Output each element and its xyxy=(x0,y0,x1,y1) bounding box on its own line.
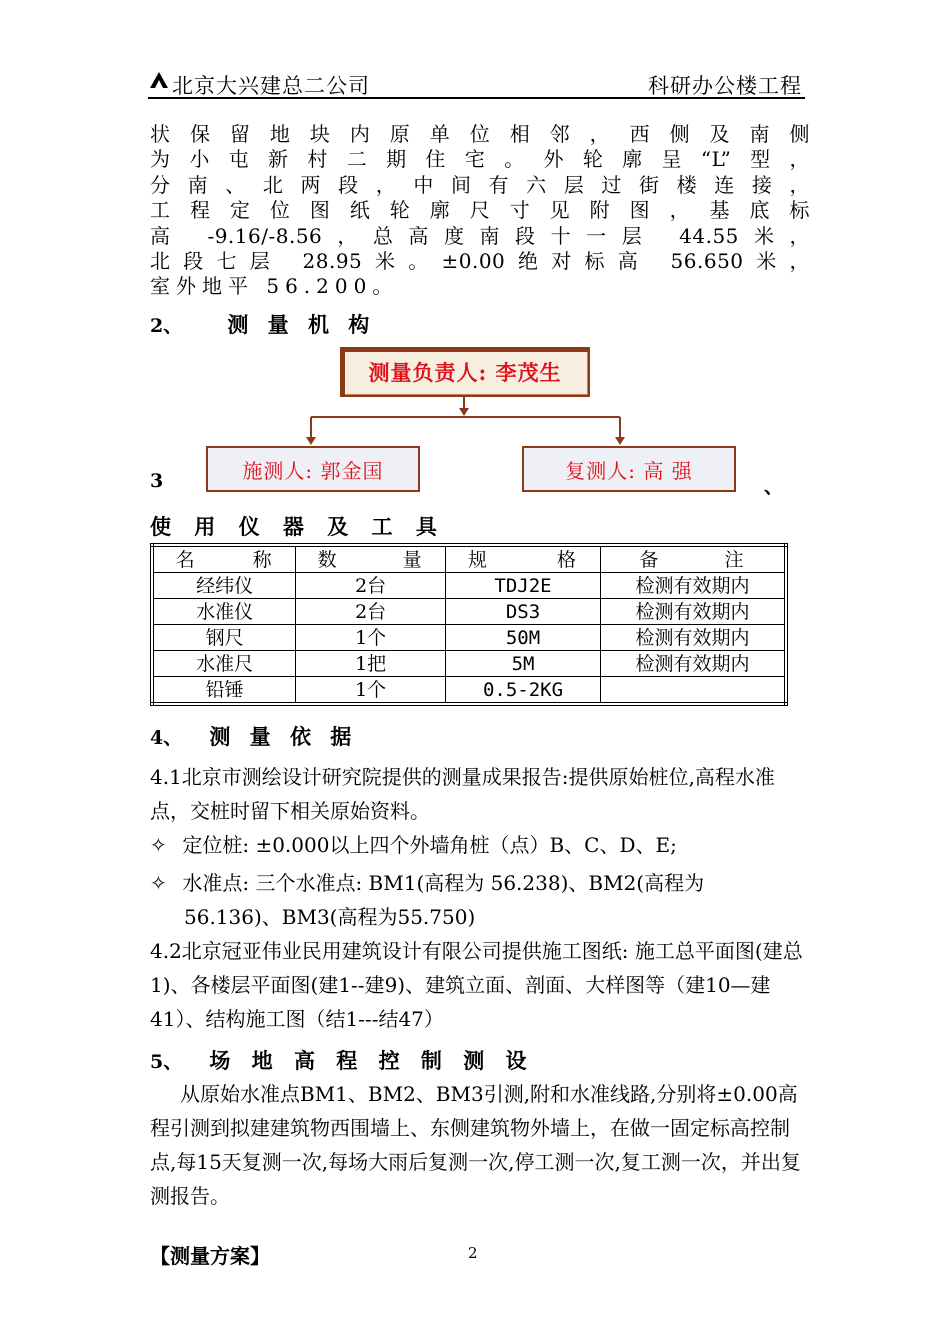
table-cell: 检测有效期内 xyxy=(600,651,786,677)
org-chart-connectors xyxy=(0,0,950,520)
bullet-text: 水准点: 三个水准点: BM1(高程为 56.238)、BM2(高程为 xyxy=(182,871,705,895)
section-4-heading xyxy=(150,721,357,751)
section-number: 5、 xyxy=(150,1051,183,1073)
table-row xyxy=(152,573,786,599)
intro-line: 分南、北两段，中间有六层过街楼连接， xyxy=(150,172,810,197)
table-cell: 50M xyxy=(446,625,601,651)
table-row xyxy=(152,651,786,677)
section-title: 场 地 高 程 控 制 测 设 xyxy=(209,1048,534,1073)
section-title: 测 量 依 据 xyxy=(209,724,358,749)
intro-line: 为小屯新村二期住宅。外轮廓呈“L”型， xyxy=(150,147,810,172)
section-4-para-2: 4.2北京冠亚伟业民用建筑设计有限公司提供施工图纸: 施工总平面图(建总1)、各楼层平面图(建1--建9)、建筑立面、剖面、大样图等（建10—建41）、结构施工图（结1---结47） xyxy=(150,939,803,1031)
intro-line: 状保留地块内原单位相邻，西侧及南侧 xyxy=(150,122,810,146)
table-cell: 0.5-2KG xyxy=(446,677,601,705)
diamond-bullet-icon: ✧ xyxy=(150,833,167,857)
section-number: 2、 xyxy=(150,315,183,337)
section-number: 4、 xyxy=(150,727,183,749)
table-cell: 检测有效期内 xyxy=(600,573,786,599)
table-cell: 2台 xyxy=(296,599,446,625)
section-title: 测 量 机 构 xyxy=(227,312,376,337)
table-cell: 1个 xyxy=(296,677,446,705)
table-header-cell: 名 称 xyxy=(152,545,296,573)
bullet-item xyxy=(150,866,810,900)
header-project-name: 科研办公楼工程 xyxy=(648,74,802,98)
section-3-suffix: 、 xyxy=(764,476,784,498)
diamond-bullet-icon: ✧ xyxy=(150,871,167,895)
bullet-item xyxy=(150,828,810,862)
bullet-text: 定位桩: ±0.000以上四个外墙角桩（点）B、C、D、E; xyxy=(182,833,677,857)
section-3-title: 使 用 仪 器 及 工 具 xyxy=(150,514,445,539)
table-cell: 2台 xyxy=(296,573,446,599)
table-cell: TDJ2E xyxy=(446,573,601,599)
table-header-cell: 规 格 xyxy=(446,545,601,573)
section-5-heading xyxy=(150,1045,534,1075)
intro-line: 高 -9.16/-8.56，总高度南段十一层 44.55米， xyxy=(150,223,810,248)
tools-table xyxy=(150,543,788,706)
page-number: 2 xyxy=(468,1244,478,1262)
bullet-text-continued: 56.136)、BM3(高程为55.750) xyxy=(184,905,476,929)
table-header-cell: 数 量 xyxy=(296,545,446,573)
org-lead-box: 测量负责人: 李茂生 xyxy=(340,347,590,397)
table-header-row xyxy=(152,545,786,573)
table-header-cell: 备 注 xyxy=(600,545,786,573)
footer-label: 【测量方案】 xyxy=(150,1244,270,1268)
table-cell: 钢尺 xyxy=(152,625,296,651)
org-checker-box: 复测人: 高 强 xyxy=(522,446,736,492)
table-cell xyxy=(600,677,786,705)
table-row xyxy=(152,677,786,705)
intro-line: 北段七层 28.95米。±0.00绝对标高 56.650米， xyxy=(150,249,810,274)
table-cell: 检测有效期内 xyxy=(600,599,786,625)
table-cell: 检测有效期内 xyxy=(600,625,786,651)
header-company-name: 北京大兴建总二公司 xyxy=(172,74,370,98)
section-3-number: 3 xyxy=(150,470,164,492)
table-cell: 水准仪 xyxy=(152,599,296,625)
table-cell: 经纬仪 xyxy=(152,573,296,599)
table-cell: 1把 xyxy=(296,651,446,677)
table-cell: 水准尺 xyxy=(152,651,296,677)
table-row xyxy=(152,599,786,625)
section-5-para: 从原始水准点BM1、BM2、BM3引测,附和水准线路,分别将±0.00高程引测到拟建建筑物西围墙上、东侧建筑物外墙上，在做一固定标高控制点,每15天复测一次,每场大雨后复测一次,停工测一次,复工测一次，并出复测报告。 xyxy=(150,1082,801,1208)
table-cell: 5M xyxy=(446,651,601,677)
section-4-para-1: 4.1北京市测绘设计研究院提供的测量成果报告:提供原始桩位,高程水准点，交桩时留下相关原始资料。 xyxy=(150,765,775,823)
table-cell: 1个 xyxy=(296,625,446,651)
intro-line: 室外地平 56.200。 xyxy=(150,274,399,299)
table-row xyxy=(152,625,786,651)
intro-line: 工程定位图纸轮廓尺寸见附图，基底标 xyxy=(150,198,810,223)
table-cell: 铅锤 xyxy=(152,677,296,705)
org-surveyor-box: 施测人: 郭金国 xyxy=(206,446,420,492)
table-cell: DS3 xyxy=(446,599,601,625)
